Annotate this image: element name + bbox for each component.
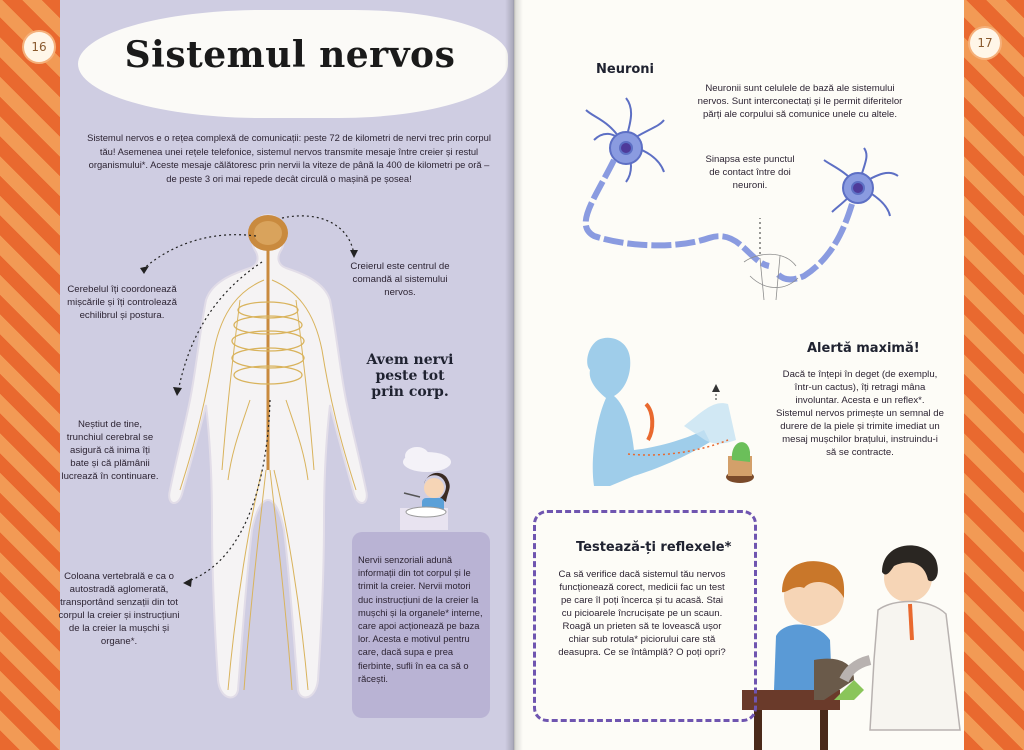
nervi-text: Nervii senzoriali adună informații din tot corpul și le trimit la creier. Nervii motori duc instrucțiuni de la creier la mușchi și la organele* interne, care apoi acționează pe baza lor. Acesta e motivul pentru care, dacă supa e prea fierbinte, sufli în ea ca să o răcești. [358,555,483,684]
test-text: Ca să verifice dacă sistemul tău nervos funcționează corect, medicii fac un test pe care îl poți încerca și tu acasă. Stai cu picioarele încrucișate pe un scaun. Roagă un prieten să te lovească ușor chiar sub rotula* piciorului care stă deasupra. Ce se întâmplă? O poți opri? [558,569,726,658]
alerta-heading: Alertă maximă! [807,341,920,356]
reflex-silhouette-illustration [587,338,736,486]
test-heading: Testează-ți reflexele* [576,540,732,555]
neuroni-text: Neuronii sunt celulele de bază ale sistemului nervos. Sunt interconectați și le permit diferitelor părți ale corpului să comunice unele cu altele. [697,83,903,120]
intro-text: Sistemul nervos e o rețea complexă de comunicații: peste 72 de kilometri de nervi trec prin corpul tău! Asemenea unei rețele telefonice, sistemul nervos transmite mesaje între creier și restul organismului*. Aceste mesaje călătoresc prin nervii la viteze de până la 400 de kilometri pe oră – de peste 3 ori mai repede decât circulă o mașină pe șosea! [87,132,491,184]
alerta-text: Dacă te înțepi în deget (de exemplu, într-un cactus), îți retragi mâna involuntar. Acesta e un reflex*. Sistemul nervos primește un semnal de durere de la piele și trimite imediat un mesaj mușchilor brațului, instruindu-i să se contracte. [776,369,944,458]
trunchi-annotation: Neștiut de tine, trunchiul cerebral se asigură că inima îți bate și că plămânii lucrează în continuare. [61,419,159,482]
axon-left [586,160,769,266]
sinapsa-annotation: Sinapsa este punctul de contact între doi neuroni. [705,154,795,191]
page-number-right: 17 [970,28,1000,58]
brain [248,215,288,251]
cerebel-annotation: Cerebelul îți coordonează mișcările și îți controlează echilibrul și postura. [67,284,177,321]
creier-annotation: Creierul este centrul de comandă al sistemului nervos. [350,261,450,298]
book-gutter [505,0,523,750]
neuroni-heading: Neuroni [596,62,655,77]
right-page [514,0,1024,750]
girl-eating-soup-illustration [400,447,451,530]
boy-and-doctor-illustration [742,545,960,750]
neuron-left [586,98,664,182]
coloana-annotation: Coloana vertebrală e ca o autostradă aglomerată, transportând senzații din tot corpul la creier și instrucțiuni de la creier la mușchi și organe*. [58,571,180,647]
neuron-right [824,148,898,216]
callout-heading: Avem nervi peste tot prin corp. [366,352,454,400]
cactus [726,442,754,483]
axon-right [776,204,852,279]
page-number-left: 16 [24,32,54,62]
page-title: Sistemul nervos [124,34,456,76]
